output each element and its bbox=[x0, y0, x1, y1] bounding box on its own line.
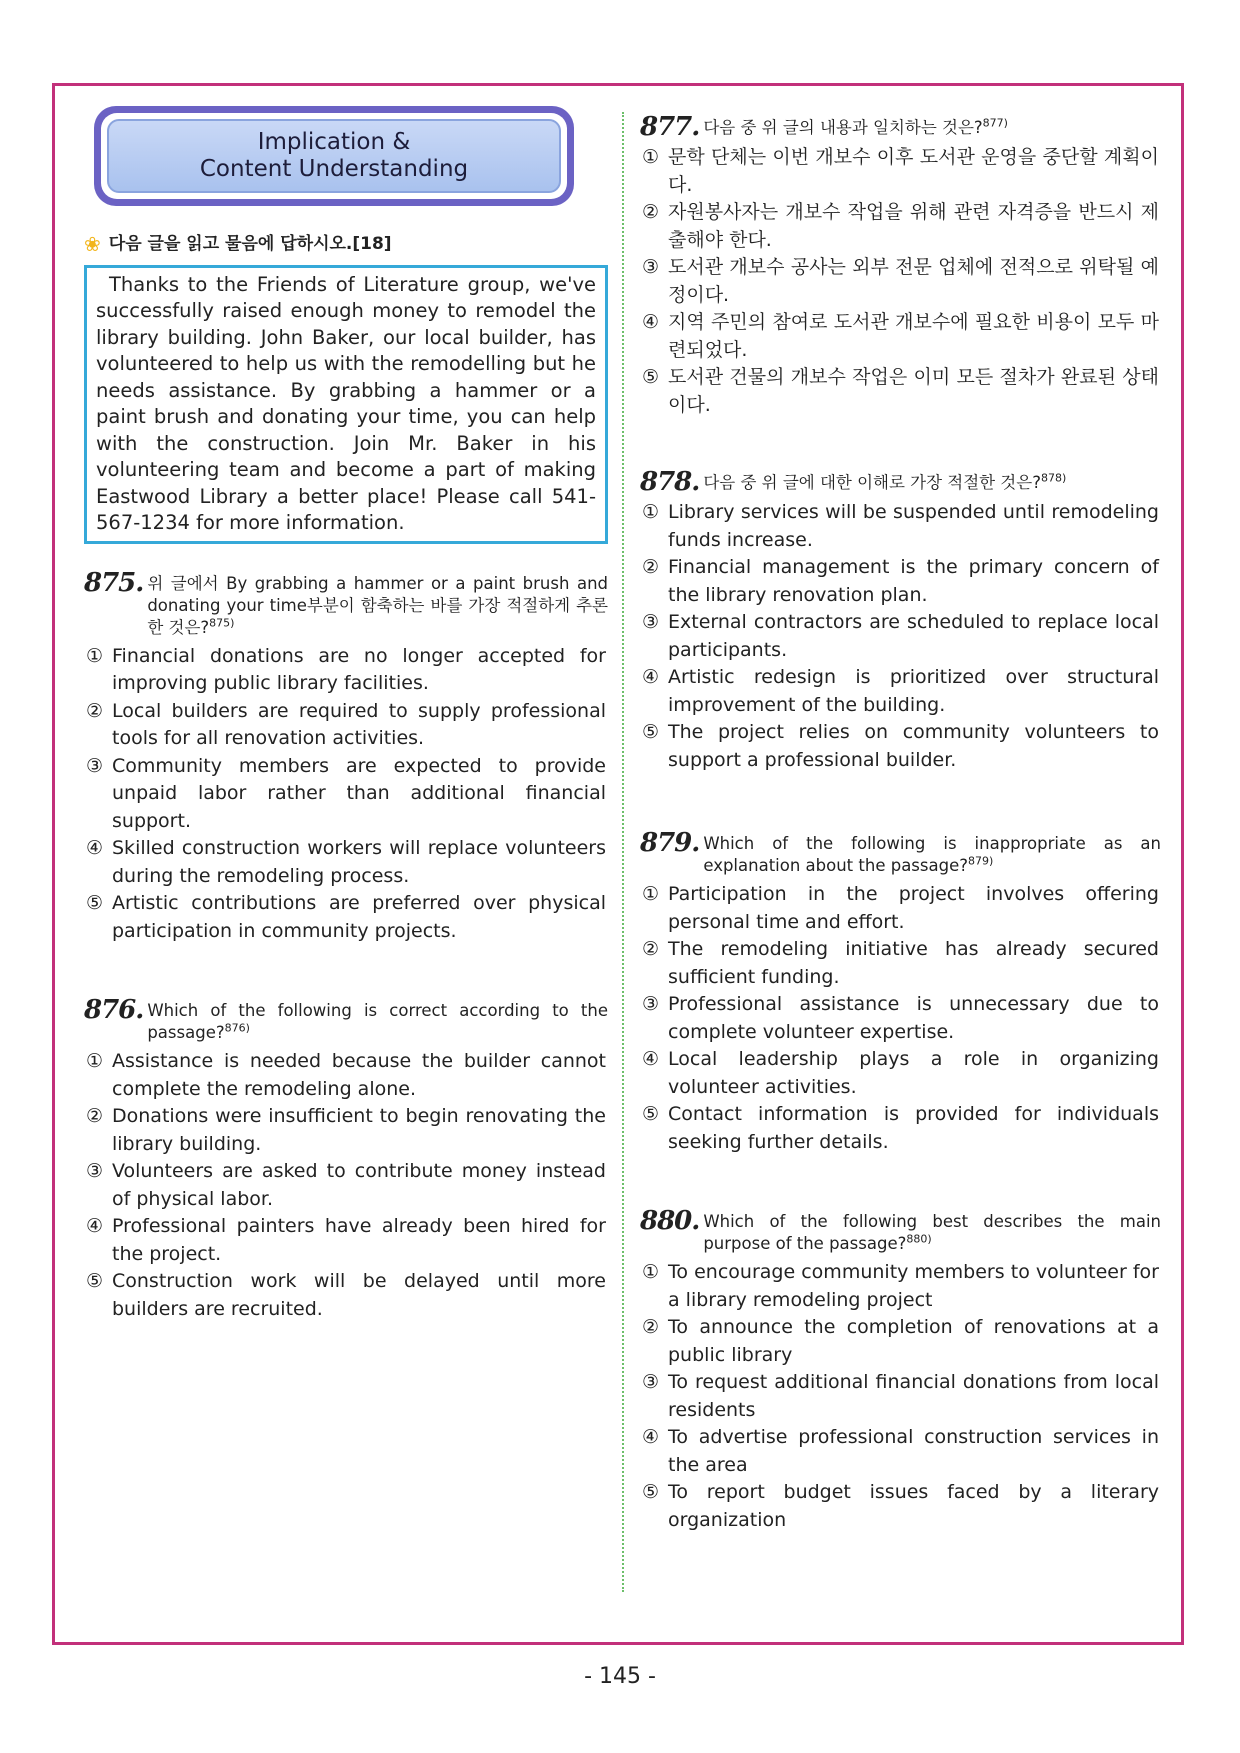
left-column bbox=[84, 106, 608, 1323]
option-text: To request additional financial donations from local residents bbox=[668, 1371, 1159, 1421]
option-1[interactable]: ① Financial donations are no longer accepted for improving public library facilities. bbox=[84, 643, 608, 698]
option-text: Donations were insufficient to begin renovating the library building. bbox=[112, 1105, 606, 1155]
option-3[interactable]: ③ Volunteers are asked to contribute money instead of physical labor. bbox=[84, 1158, 608, 1213]
option-4[interactable]: ④ Artistic redesign is prioritized over structural improvement of the building. bbox=[640, 664, 1161, 719]
footnote-ref: 879) bbox=[968, 854, 994, 868]
option-text: Artistic contributions are preferred over physical participation in community projects. bbox=[112, 892, 606, 942]
option-3[interactable]: ③ Community members are expected to provide unpaid labor rather than additional financial support. bbox=[84, 753, 608, 836]
option-5[interactable]: ⑤ The project relies on community volunteers to support a professional builder. bbox=[640, 719, 1161, 774]
option-text: Community members are expected to provide unpaid labor rather than additional financial support. bbox=[112, 754, 606, 832]
option-4[interactable]: ④ Professional painters have already been hired for the project. bbox=[84, 1213, 608, 1268]
option-text: Financial management is the primary concern of the library renovation plan. bbox=[668, 556, 1159, 606]
option-5[interactable]: ⑤ Artistic contributions are preferred over physical participation in community projects. bbox=[84, 890, 608, 945]
option-text: Local leadership plays a role in organizing volunteer activities. bbox=[668, 1048, 1159, 1098]
option-text: 자원봉사자는 개보수 작업을 위해 관련 자격증을 반드시 제출해야 한다. bbox=[668, 201, 1159, 251]
option-4[interactable]: ④ To advertise professional construction services in the area bbox=[640, 1424, 1161, 1479]
option-5[interactable]: ⑤ Construction work will be delayed until more builders are recruited. bbox=[84, 1268, 608, 1323]
footnote-ref: 877) bbox=[982, 116, 1008, 130]
footnote-ref: 876) bbox=[224, 1021, 250, 1035]
question-stem: Which of the following is correct according to the passage? bbox=[147, 1001, 608, 1042]
option-text: To advertise professional construction services in the area bbox=[668, 1426, 1159, 1476]
question-876 bbox=[84, 997, 608, 1323]
option-text: Professional assistance is unnecessary due to complete volunteer expertise. bbox=[668, 993, 1159, 1043]
right-column bbox=[640, 106, 1161, 1534]
option-4[interactable]: ④ 지역 주민의 참여로 도서관 개보수에 필요한 비용이 모두 마련되었다. bbox=[640, 309, 1161, 364]
option-text: To encourage community members to volunteer for a library remodeling project bbox=[668, 1261, 1159, 1311]
question-875 bbox=[84, 567, 608, 946]
question-number: 875. bbox=[84, 567, 144, 598]
option-text: Participation in the project involves offering personal time and effort. bbox=[668, 883, 1159, 933]
instruction bbox=[84, 231, 608, 259]
passage-text: Thanks to the Friends of Literature group, we've successfully raised enough money to remodel the library building. John Baker, our local builder, has volunteered to help us with the remodelling but he needs assistance. By grabbing a hammer or a paint brush and donating your time, you can help with the construction. Join Mr. Baker in his volunteering team and become a part of making Eastwood Library a better place! Please call 541-567-1234 for more information. bbox=[96, 272, 596, 534]
question-880 bbox=[640, 1208, 1161, 1534]
option-2[interactable]: ② Donations were insufficient to begin renovating the library building. bbox=[84, 1103, 608, 1158]
option-2[interactable]: ② To announce the completion of renovations at a public library bbox=[640, 1314, 1161, 1369]
reading-passage bbox=[84, 265, 608, 544]
column-divider bbox=[622, 112, 624, 1592]
question-number: 876. bbox=[84, 995, 144, 1025]
question-number: 880. bbox=[640, 1206, 700, 1236]
question-877 bbox=[640, 114, 1161, 419]
option-text: Financial donations are no longer accepted for improving public library facilities. bbox=[112, 644, 606, 694]
option-text: Skilled construction workers will replace volunteers during the remodeling process. bbox=[112, 837, 606, 887]
question-number: 877. bbox=[640, 112, 700, 142]
section-title-box bbox=[94, 106, 574, 206]
option-text: External contractors are scheduled to replace local participants. bbox=[668, 611, 1159, 661]
option-4[interactable]: ④ Local leadership plays a role in organizing volunteer activities. bbox=[640, 1046, 1161, 1101]
option-5[interactable]: ⑤ Contact information is provided for individuals seeking further details. bbox=[640, 1101, 1161, 1156]
option-text: Library services will be suspended until remodeling funds increase. bbox=[668, 501, 1159, 551]
option-2[interactable]: ② The remodeling initiative has already secured sufficient funding. bbox=[640, 936, 1161, 991]
option-5[interactable]: ⑤ 도서관 건물의 개보수 작업은 이미 모든 절차가 완료된 상태이다. bbox=[640, 364, 1161, 419]
question-stem: 위 글에서 By grabbing a hammer or a paint brush and donating your time부분이 함축하는 바를 가장 적절하게 추론한 것은? bbox=[147, 573, 608, 637]
option-1[interactable]: ① 문학 단체는 이번 개보수 이후 도서관 운영을 중단할 계획이다. bbox=[640, 144, 1161, 199]
option-1[interactable]: ① To encourage community members to volunteer for a library remodeling project bbox=[640, 1259, 1161, 1314]
option-text: Construction work will be delayed until more builders are recruited. bbox=[112, 1270, 606, 1320]
option-5[interactable]: ⑤ To report budget issues faced by a literary organization bbox=[640, 1479, 1161, 1534]
question-879 bbox=[640, 830, 1161, 1156]
question-number: 878. bbox=[640, 467, 700, 497]
option-text: 문학 단체는 이번 개보수 이후 도서관 운영을 중단할 계획이다. bbox=[668, 146, 1159, 196]
option-3[interactable]: ③ To request additional financial donations from local residents bbox=[640, 1369, 1161, 1424]
option-text: Artistic redesign is prioritized over structural improvement of the building. bbox=[668, 666, 1159, 716]
option-text: Volunteers are asked to contribute money instead of physical labor. bbox=[112, 1160, 606, 1210]
option-4[interactable]: ④ Skilled construction workers will replace volunteers during the remodeling process. bbox=[84, 835, 608, 890]
instruction-text: 다음 글을 읽고 물음에 답하시오.[18] bbox=[108, 234, 392, 254]
flower-icon: ❀ bbox=[84, 232, 101, 256]
footnote-ref: 880) bbox=[906, 1232, 932, 1246]
question-stem: 다음 중 위 글에 대한 이해로 가장 적절한 것은? bbox=[703, 473, 1041, 492]
option-1[interactable]: ① Library services will be suspended until remodeling funds increase. bbox=[640, 499, 1161, 554]
option-text: 지역 주민의 참여로 도서관 개보수에 필요한 비용이 모두 마련되었다. bbox=[668, 311, 1159, 361]
option-text: Contact information is provided for individuals seeking further details. bbox=[668, 1103, 1159, 1153]
option-3[interactable]: ③ External contractors are scheduled to replace local participants. bbox=[640, 609, 1161, 664]
option-3[interactable]: ③ Professional assistance is unnecessary due to complete volunteer expertise. bbox=[640, 991, 1161, 1046]
footnote-ref: 878) bbox=[1040, 471, 1067, 485]
option-2[interactable]: ② Local builders are required to supply professional tools for all renovation activities. bbox=[84, 698, 608, 753]
option-text: 도서관 개보수 공사는 외부 전문 업체에 전적으로 위탁될 예정이다. bbox=[668, 256, 1159, 306]
question-stem: Which of the following best describes the main purpose of the passage? bbox=[703, 1212, 1161, 1253]
option-text: The remodeling initiative has already secured sufficient funding. bbox=[668, 938, 1159, 988]
option-text: To announce the completion of renovations at a public library bbox=[668, 1316, 1159, 1366]
option-text: 도서관 건물의 개보수 작업은 이미 모든 절차가 완료된 상태이다. bbox=[668, 366, 1159, 416]
option-text: To report budget issues faced by a literary organization bbox=[668, 1481, 1159, 1531]
option-2[interactable]: ② 자원봉사자는 개보수 작업을 위해 관련 자격증을 반드시 제출해야 한다. bbox=[640, 199, 1161, 254]
question-stem: 다음 중 위 글의 내용과 일치하는 것은? bbox=[703, 118, 983, 137]
page-number: - 145 - bbox=[584, 1664, 656, 1689]
option-3[interactable]: ③ 도서관 개보수 공사는 외부 전문 업체에 전적으로 위탁될 예정이다. bbox=[640, 254, 1161, 309]
section-title-line2: Content Understanding bbox=[199, 156, 469, 182]
option-text: Professional painters have already been hired for the project. bbox=[112, 1215, 606, 1265]
section-title-line1: Implication & bbox=[257, 129, 411, 155]
option-1[interactable]: ① Participation in the project involves offering personal time and effort. bbox=[640, 881, 1161, 936]
question-878 bbox=[640, 469, 1161, 774]
footnote-ref: 875) bbox=[209, 616, 235, 629]
question-stem: Which of the following is inappropriate as an explanation about the passage? bbox=[703, 834, 1161, 875]
option-1[interactable]: ① Assistance is needed because the builder cannot complete the remodeling alone. bbox=[84, 1048, 608, 1103]
option-text: Assistance is needed because the builder cannot complete the remodeling alone. bbox=[112, 1050, 606, 1100]
option-2[interactable]: ② Financial management is the primary concern of the library renovation plan. bbox=[640, 554, 1161, 609]
question-number: 879. bbox=[640, 828, 700, 858]
option-text: Local builders are required to supply professional tools for all renovation activities. bbox=[112, 699, 606, 749]
option-text: The project relies on community volunteers to support a professional builder. bbox=[668, 721, 1159, 771]
